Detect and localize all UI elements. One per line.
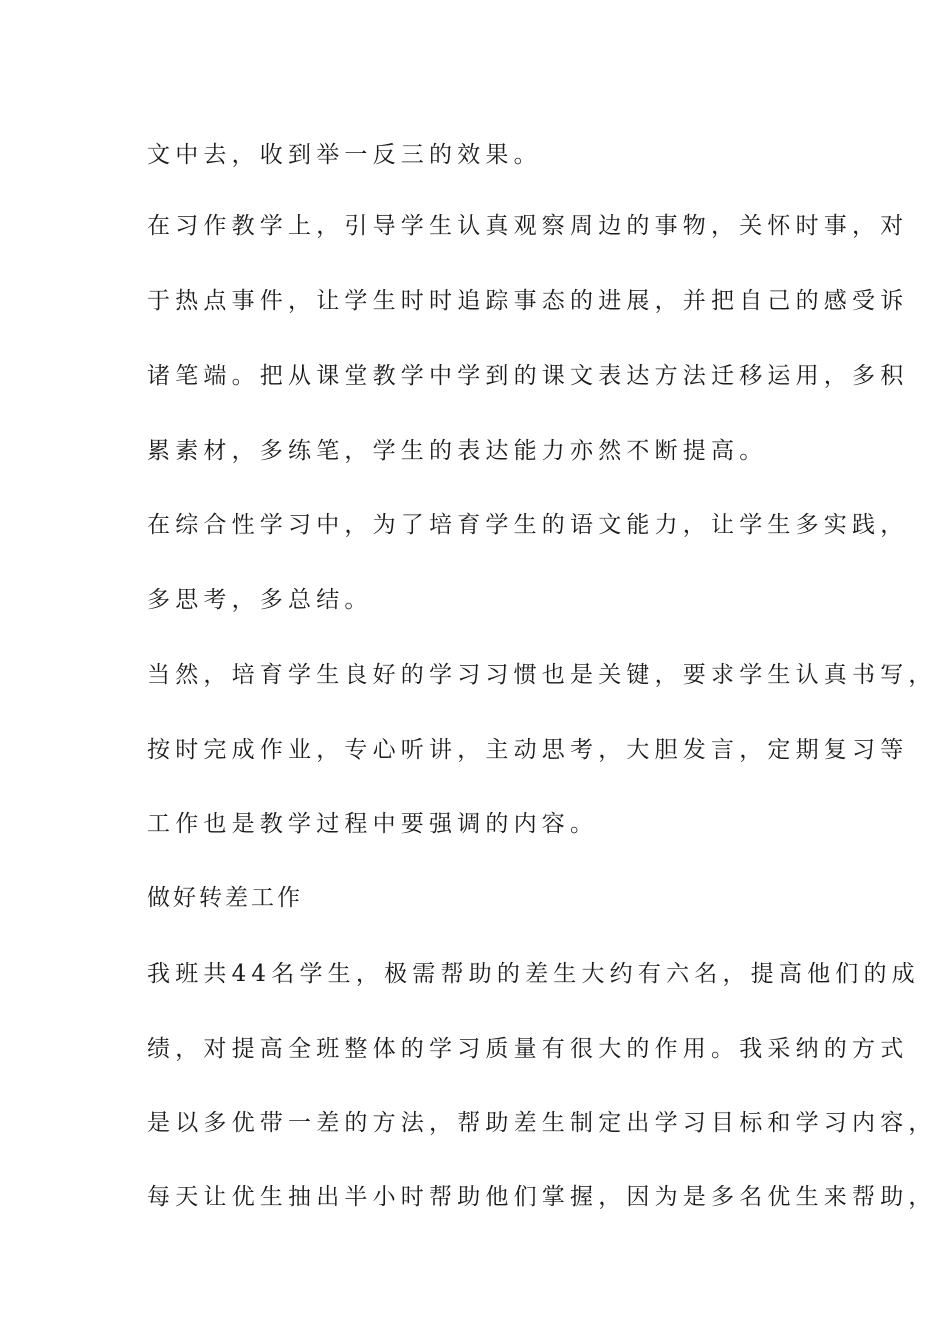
text-line: 按时完成作业，专心听讲，主动思考，大胆发言，定期复习等	[147, 737, 909, 763]
paragraph-start: 在综合性学习中，为了培育学生的语文能力，让学生多实践，	[147, 512, 909, 538]
text-line: 文中去，收到举一反三的效果。	[147, 142, 542, 168]
text-line: 绩，对提高全班整体的学习质量有很大的作用。我采纳的方式	[147, 1036, 909, 1062]
paragraph-start: 在习作教学上，引导学生认真观察周边的事物，关怀时事，对	[147, 213, 909, 239]
paragraph-start: 当然，培育学生良好的学习习惯也是关键，要求学生认真书写，	[147, 662, 937, 688]
paragraph-start: 我班共44名学生，极需帮助的差生大约有六名，提高他们的成	[147, 961, 920, 987]
text-line: 于热点事件，让学生时时追踪事态的进展，并把自己的感受诉	[147, 288, 909, 314]
text-line: 每天让优生抽出半小时帮助他们掌握，因为是多名优生来帮助，	[147, 1184, 937, 1210]
text-line: 是以多优带一差的方法，帮助差生制定出学习目标和学习内容，	[147, 1110, 937, 1136]
text-line: 工作也是教学过程中要强调的内容。	[147, 811, 599, 837]
section-heading: 做好转差工作	[147, 885, 303, 911]
text-line: 诸笔端。把从课堂教学中学到的课文表达方法迁移运用，多积	[147, 363, 909, 389]
text-line: 多思考，多总结。	[147, 587, 373, 613]
text-line: 累素材，多练笔，学生的表达能力亦然不断提高。	[147, 438, 768, 464]
